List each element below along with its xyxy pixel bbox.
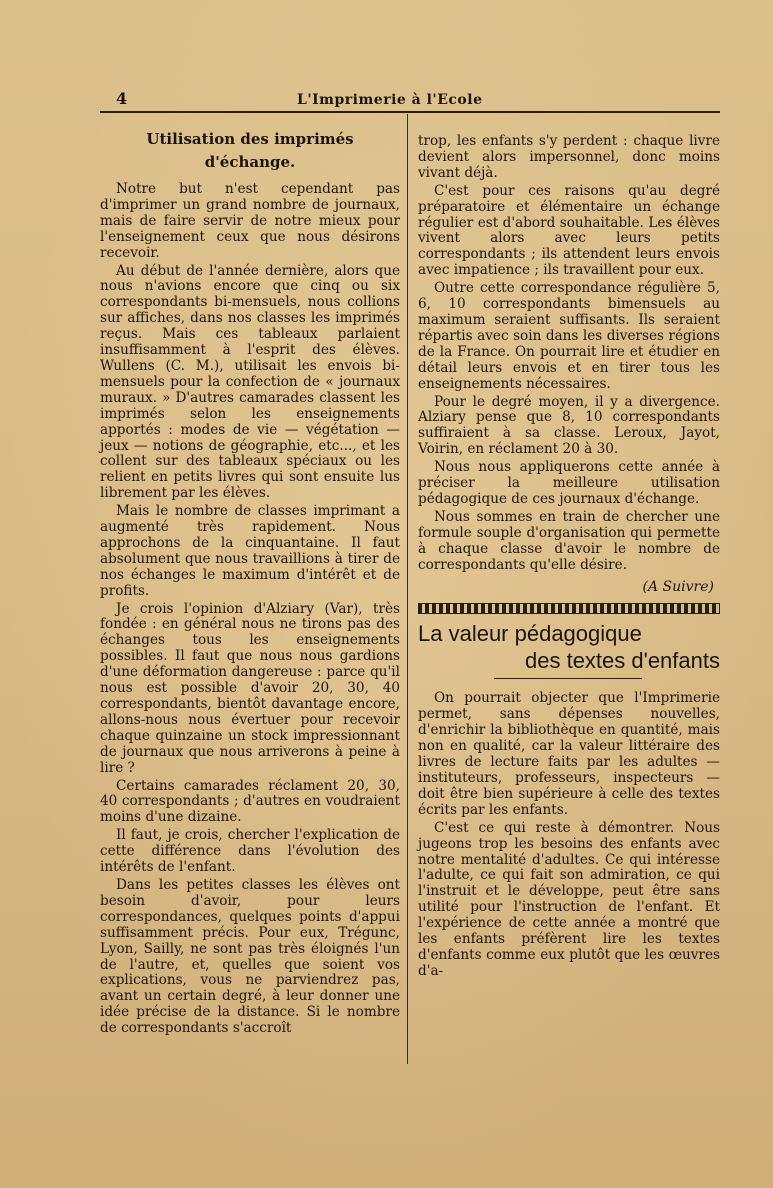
column-divider [407, 114, 408, 1064]
paragraph: On pourrait objecter que l'Imprimerie permet, sans dépenses nouvelles, d'enrichir la bibliothèque en quantité, mais non en qualité, car la valeur littéraire des livres de lecture faits par les adultes — instituteurs, professeurs, inspecteurs — doit être bien supérieure à celle des textes écrits par les enfants. [418, 690, 720, 818]
article-title [418, 620, 720, 674]
article-title-line-2: des textes d'enfants [525, 648, 720, 674]
journal-title: L'Imprimerie à l'Ecole [297, 92, 483, 108]
ornamental-divider [418, 603, 720, 614]
paragraph: Outre cette correspondance régulière 5, 6, 10 correspondants bimensuels au maximum seraient suffisants. Ils seraient répartis avec soin dans les diverses régions de la France. On pourrait lire et étudier en détail leurs envois et en tirer tous les enseignements nécessaires. [418, 280, 720, 392]
paragraph: Nous sommes en train de chercher une formule souple d'organisation qui permette à chaque classe d'avoir le nombre de correspondants qu'elle désire. [418, 508, 720, 573]
paragraph: Il faut, je crois, chercher l'explication de cette différence dans l'évolution des intérêts de l'enfant. [100, 827, 400, 876]
paragraph: Je crois l'opinion d'Alziary (Var), très fondée : en général nous ne tirons pas des échanges tous les enseignements possibles. Il faut que nous nous gardions d'une déformation dangereuse : parce qu'il nous est possible d'avoir 20, 30, 40 correspondants, bientôt davantage encore, allons-nous nous évertuer pour recevoir chaque quinzaine un stock impressionnant de journaux que nous arriverons à peine à lire ? [100, 600, 400, 776]
right-column [418, 134, 720, 982]
title-underline [494, 678, 642, 679]
paragraph: Mais le nombre de classes imprimant a augmenté très rapidement. Nous approchons de la cinquantaine. Il faut absolument que nous travaillions à tirer de nos échanges le maximum d'intérêt et de profits. [100, 503, 400, 599]
paragraph: Nous nous appliquerons cette année à préciser la meilleure utilisation pédagogique de ces journaux d'échange. [418, 459, 720, 507]
paragraph: Certains camarades réclament 20, 30, 40 correspondants ; d'autres en voudraient moins d'une dizaine. [100, 777, 400, 826]
paragraph: C'est ce qui reste à démontrer. Nous jugeons trop les besoins des enfants avec notre mentalité d'adultes. Ce qui intéresse l'adulte, ce qui fait son admiration, ce qui l'instruit et le développe, peut être sans utilité pour l'instruction de l'enfant. Et l'expérience de cette année a montré que les enfants préfèrent lire les textes d'enfants comme eux plutôt que les œuvres d'a- [418, 819, 720, 979]
section-heading: Utilisation des imprimés d'échange. [146, 130, 354, 171]
paragraph: Dans les petites classes les élèves ont besoin d'avoir, pour leurs correspondances, quelques points d'appui suffisamment précis. Pour eux, Trégunc, Lyon, Sailly, ne sont pas très éloignés l'un de l'autre, et, quelles que soient vos explications, vous ne parviendrez pas, avant un certain degré, à leur donner une idée précise de la distance. Si le nombre de correspondants s'accroît [100, 876, 400, 1037]
article-title-line-1: La valeur pédagogique [418, 621, 642, 647]
to-be-continued-note: (A Suivre) [642, 579, 714, 596]
left-column [100, 128, 400, 1039]
paragraph: Notre but n'est cependant pas d'imprimer un grand nombre de journaux, mais de faire servir de notre mieux pour l'enseignement ceux que nous désirons recevoir. [100, 181, 400, 261]
paragraph: Au début de l'année dernière, alors que nous n'avions encore que cinq ou six correspondants bi-mensuels, nous collions sur affiches, dans nos classes les imprimés reçus. Mais ces tableaux parlaient insuffisamment à l'esprit des élèves. Wullens (C. M.), utilisait les envois bi-mensuels pour la confection de « journaux muraux. » D'autres camarades classent les imprimés selon les enseignements apportés : modes de vie — végétation — jeux — notions de géographie, etc..., et les collent sur des tableaux spéciaux ou les relient en petits livres qui sont ensuite lus librement par les élèves. [100, 262, 400, 502]
paragraph: trop, les enfants s'y perdent : chaque livre devient alors impersonnel, donc moins vivant déjà. [418, 133, 720, 181]
paragraph: Pour le degré moyen, il y a divergence. Alziary pense que 8, 10 correspondants suffiraient à sa classe. Leroux, Jayot, Voirin, en réclament 20 à 30. [418, 393, 720, 458]
running-head [100, 89, 720, 113]
paragraph: C'est pour ces raisons qu'au degré préparatoire et élémentaire un échange régulier est d'abord souhaitable. Les élèves vivent alors avec leurs petits correspondants ; ils attendent leurs envois avec impatience ; ils travaillent pour eux. [418, 182, 720, 279]
page-number: 4 [116, 89, 128, 108]
